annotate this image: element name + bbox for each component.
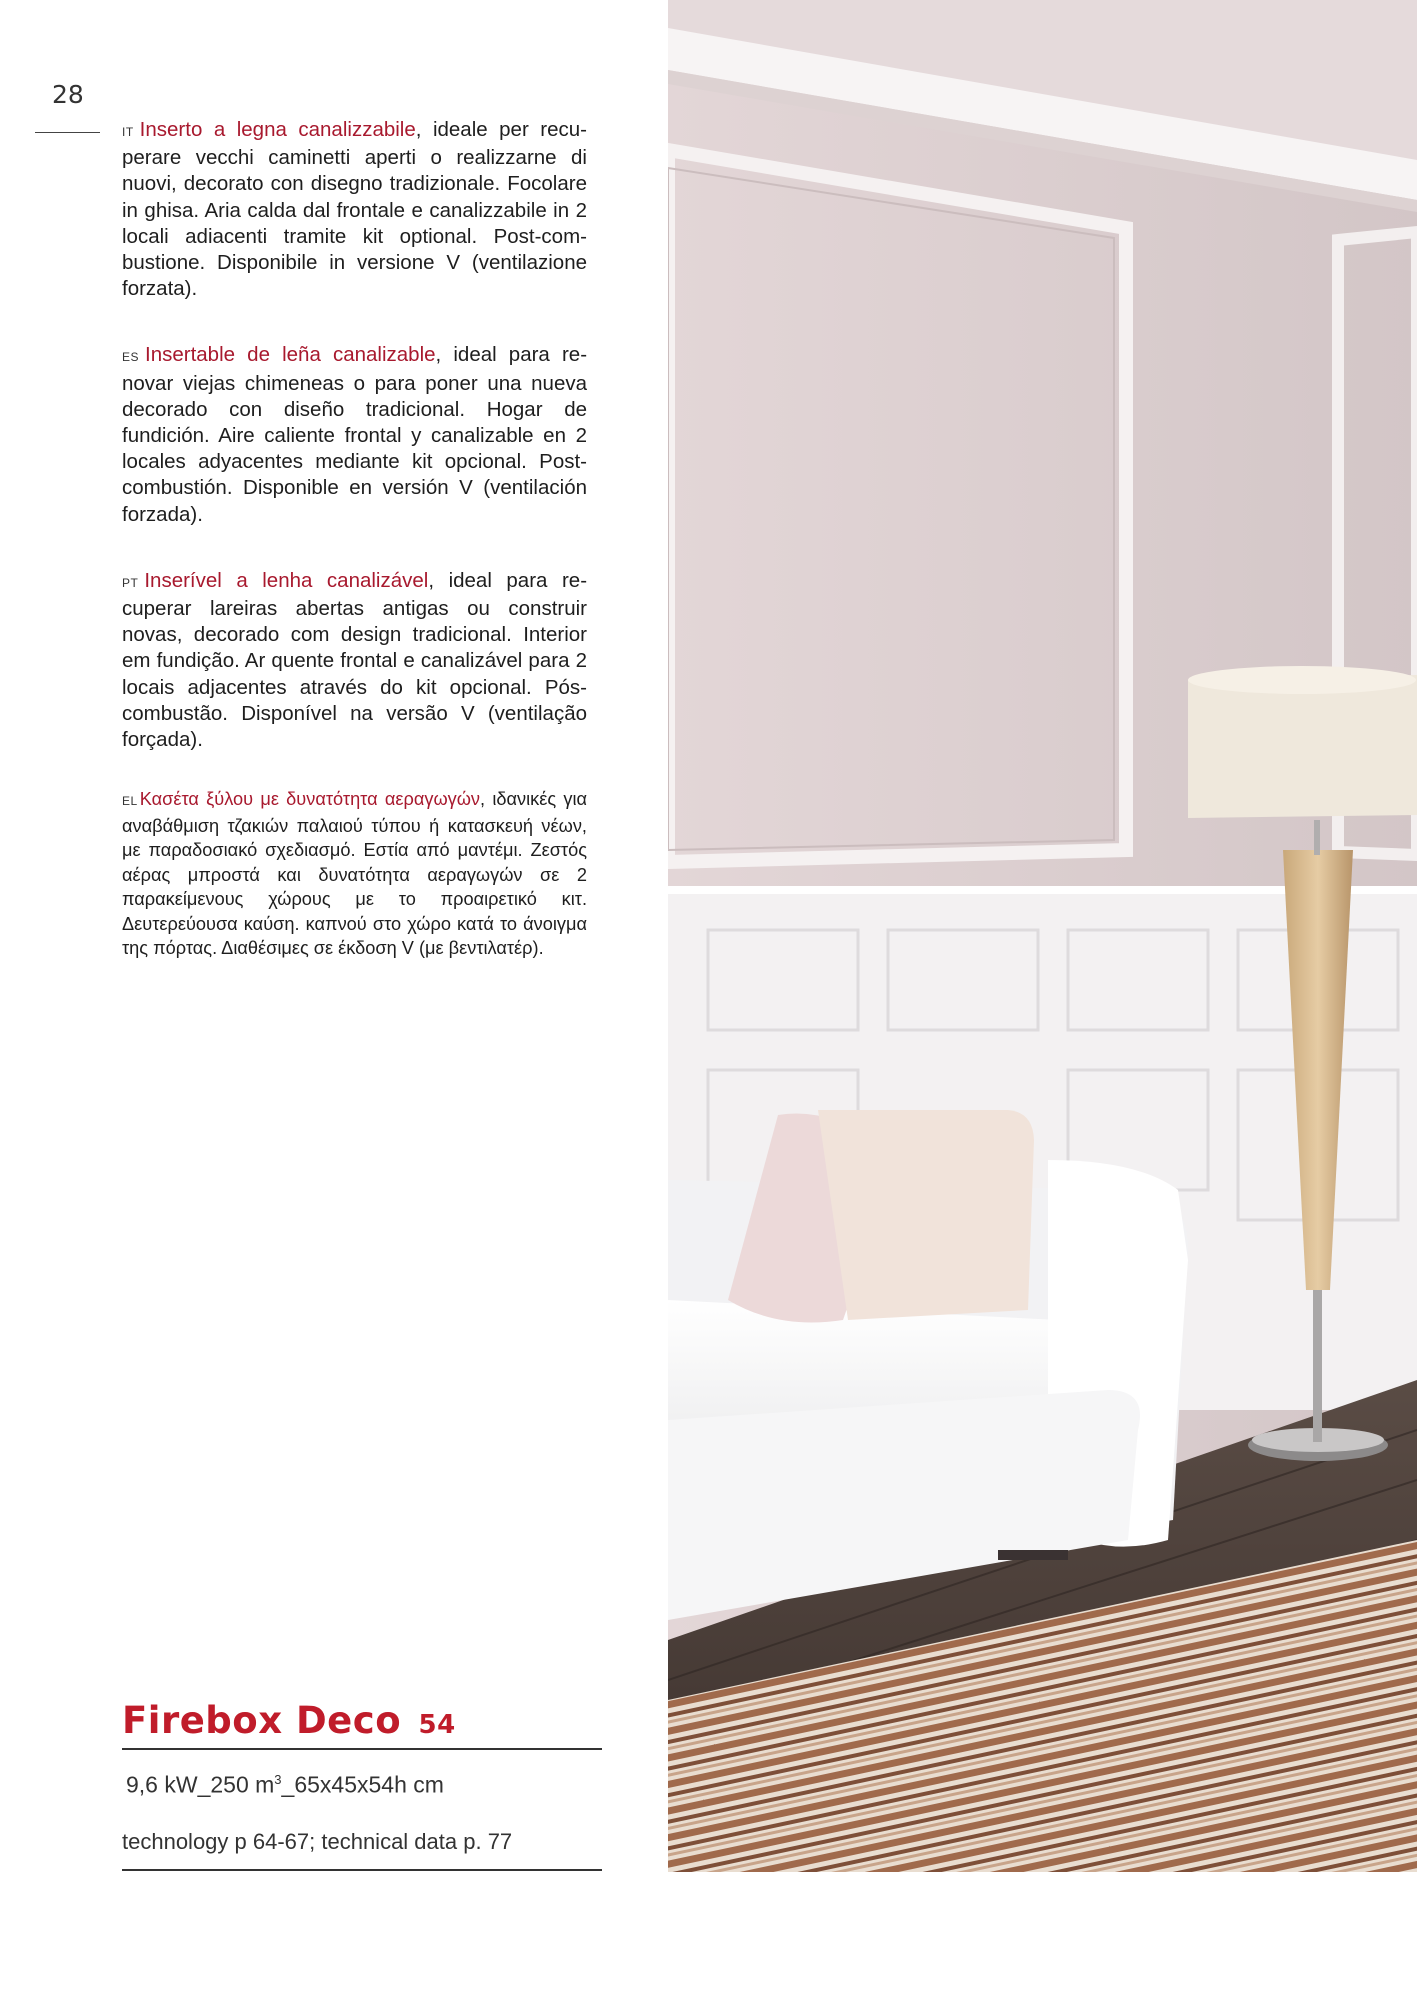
description-it [122,117,587,302]
page-references: technology p 64-67; technical data p. 77 [122,1828,513,1854]
page-number: 28 [52,80,84,109]
product-title-pt: Inserível a lenha canalizável [144,568,429,592]
product-rule-top [122,1748,602,1750]
description-es [122,342,587,527]
product-title-el: Κασέτα ξύλου με δυνατότητα αεραγωγών [139,789,481,810]
specs-dimensions: _65x45x54h cm [281,1771,444,1798]
product-name [122,1698,602,1748]
product-rule-bottom [122,1869,602,1871]
description-pt [122,568,587,753]
specs-main: 9,6 kW_250 m [126,1771,275,1798]
description-column [122,117,587,1001]
product-title-it: Inserto a legna canalizzabile [139,118,416,141]
interior-photo [668,0,1417,1872]
lang-code-pt: PT [122,575,139,590]
description-text-el: , ιδανικές για αναβάθμιση τζακιών παλαιού τύπου ή κατασκευή νέων, με παραδοσιακό σχεδιασμό. Εστία από μαντέμι. Ζεστός αέρας μπροστά και δυνατότητα αεραγωγών σε 2 παρακείμενους χώρους με το προαιρετικό κιτ. Δευτερεύουσα καύση. καπνού στο χώρο κατά το άνοιγμα της πόρτας. Διαθέσιμες σε έκδοση V (με βεντιλατέρ). [122,789,587,959]
lang-code-el: EL [122,794,138,809]
description-text-es: , ideal para renovar viejas chimeneas o para poner una nueva decorado con diseño tradicional. Hogar de fundición. Aire caliente frontal y canalizable en 2 locales adyacentes mediante kit opcional. Post-combustión. Disponible en versión V (ventilación forzada). [122,343,588,526]
lang-code-it: IT [122,125,134,139]
description-el [122,787,587,961]
product-info [122,1698,602,1871]
header-rule [35,132,100,133]
white-sofa [668,1110,1188,1620]
product-title-es: Insertable de leña canalizable [145,343,436,367]
lang-code-es: ES [122,350,140,365]
description-text-it: , ideale per recuperare vecchi caminetti aperti o realizzarne di nuovi, decorato con disegno tradizionale. Focolare in ghisa. Aria calda dal frontale e canalizzabile in 2 locali adiacenti tramite kit optional. Post-combustione. Disponibile in versione V (ventilazione forzata). [122,118,587,301]
product-model: 54 [418,1710,456,1740]
description-text-pt: , ideal para recuperar lareiras abertas antigas ou construir novas, decorado com design tradicional. Interior em fundição. Ar quente frontal e canalizável para 2 locais adjacentes através do kit opcional. Pós-combustão. Disponível na versão V (ventilação forçada). [122,568,588,752]
product-name-text: Firebox Deco [122,1699,402,1742]
product-specs [126,1764,602,1801]
specs-superscript: 3 [274,1772,282,1787]
